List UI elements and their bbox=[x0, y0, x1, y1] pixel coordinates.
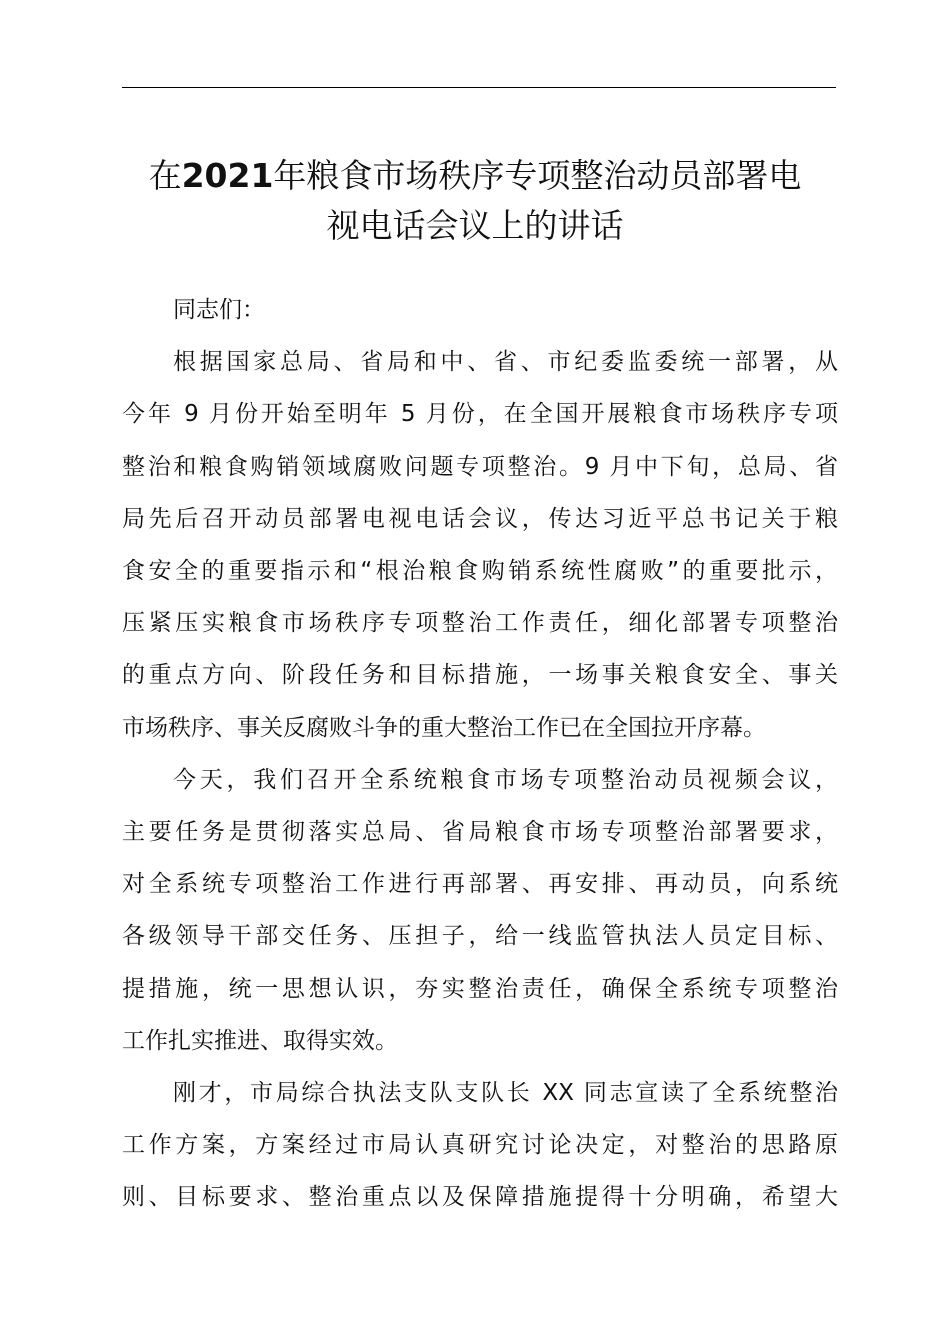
paragraph-line: 刚才，市局综合执法支队支队长 XX 同志宣读了全系统整治 bbox=[173, 1080, 838, 1107]
paragraph-line: 压紧压实粮食市场秩序专项整治工作责任，细化部署专项整治 bbox=[122, 610, 838, 637]
paragraph-line: 工作方案，方案经过市局认真研究讨论决定，对整治的思路原 bbox=[122, 1132, 838, 1159]
paragraph-line: 今年 9 月份开始至明年 5 月份，在全国开展粮食市场秩序专项 bbox=[122, 401, 838, 428]
paragraph-line: 提措施，统一思想认识，夯实整治责任，确保全系统专项整治 bbox=[122, 975, 838, 1002]
paragraph-line: 今天，我们召开全系统粮食市场专项整治动员视频会议， bbox=[173, 766, 838, 793]
paragraph-1 bbox=[122, 336, 838, 754]
paragraph-line: 则、目标要求、整治重点以及保障措施提得十分明确，希望大 bbox=[122, 1184, 838, 1211]
paragraph-line: 整治和粮食购销领域腐败问题专项整治。9 月中下旬，总局、省 bbox=[122, 453, 838, 480]
paragraph-line: 食安全的重要指示和“根治粮食购销系统性腐败”的重要批示， bbox=[122, 558, 838, 585]
paragraph-line: 主要任务是贯彻落实总局、省局粮食市场专项整治部署要求， bbox=[122, 819, 838, 846]
title-line-1 bbox=[100, 151, 850, 201]
title-line1-rest: 年粮食市场秩序专项整治动员部署电 bbox=[273, 156, 802, 195]
document-body bbox=[122, 284, 838, 1224]
paragraph-line: 根据国家总局、省局和中、省、市纪委监委统一部署，从 bbox=[173, 349, 838, 376]
paragraph-line: 各级领导干部交任务、压担子，给一线监管执法人员定目标、 bbox=[122, 923, 838, 950]
paragraph-line: 的重点方向、阶段任务和目标措施，一场事关粮食安全、事关 bbox=[122, 662, 838, 689]
paragraph-line: 工作扎实推进、取得实效。 bbox=[122, 1027, 398, 1054]
paragraph-line: 局先后召开动员部署电视电话会议，传达习近平总书记关于粮 bbox=[122, 505, 838, 532]
paragraph-3 bbox=[122, 1067, 838, 1224]
title-prefix: 在 bbox=[148, 156, 182, 195]
document-title bbox=[100, 151, 850, 251]
salutation: 同志们： bbox=[173, 297, 265, 323]
title-line-2: 视电话会议上的讲话 bbox=[326, 206, 624, 245]
header-rule bbox=[122, 87, 836, 88]
title-year: 2021 bbox=[181, 156, 274, 195]
paragraph-line: 对全系统专项整治工作进行再部署、再安排、再动员，向系统 bbox=[122, 871, 838, 898]
paragraph-line: 市场秩序、事关反腐败斗争的重大整治工作已在全国拉开序幕。 bbox=[122, 714, 766, 741]
paragraph-2 bbox=[122, 754, 838, 1067]
